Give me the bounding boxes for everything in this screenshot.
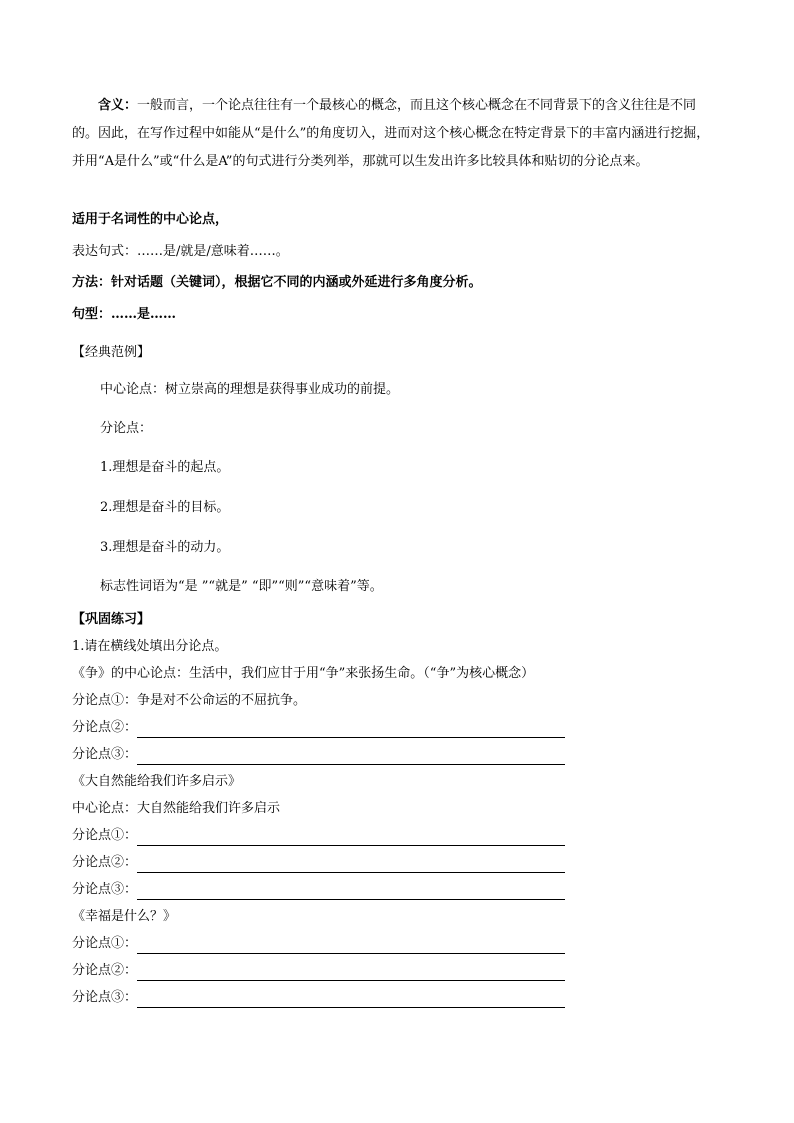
- exercise-3-point-1-label: 分论点①：: [72, 936, 138, 951]
- exercise-2-title: 《大自然能给我们许多启示》: [72, 774, 242, 789]
- exercise-3-point-3-label: 分论点③：: [72, 990, 138, 1005]
- exercise-2-point-3-blank[interactable]: [137, 885, 565, 900]
- exercise-3-point-1-blank[interactable]: [137, 939, 565, 954]
- classic-sub-label: 分论点：: [100, 421, 153, 436]
- exercise-2-point-2-label: 分论点②：: [72, 855, 138, 870]
- exercise-2-point-2-row: [72, 853, 565, 873]
- exercise-1-point-2-row: [72, 718, 565, 738]
- exercise-3-point-3-blank[interactable]: [137, 993, 565, 1008]
- classic-central-point: 中心论点：树立崇高的理想是获得事业成功的前提。: [100, 382, 400, 397]
- classic-markers: 标志性词语为“是 ”“就是” “即”“则”“意味着”等。: [100, 579, 383, 594]
- exercise-1-point-2-label: 分论点②：: [72, 720, 138, 735]
- classic-heading: 【经典范例】: [72, 345, 151, 360]
- exercise-1-point-3-label: 分论点③：: [72, 747, 138, 762]
- exercise-2-point-2-blank[interactable]: [137, 858, 565, 873]
- exercise-3-point-2-label: 分论点②：: [72, 963, 138, 978]
- intro-lead: 含义：: [98, 98, 138, 113]
- exercise-3-title: 《幸福是什么？》: [72, 909, 177, 924]
- classic-point-3: 3.理想是奋斗的动力。: [100, 540, 230, 555]
- exercise-3-point-1-row: [72, 934, 565, 954]
- classic-point-1: 1.理想是奋斗的起点。: [100, 460, 230, 475]
- exercise-1-point-1: 分论点①：争是对不公命运的不屈抗争。: [72, 693, 307, 708]
- exercise-3-point-2-blank[interactable]: [137, 966, 565, 981]
- exercise-3-point-2-row: [72, 961, 565, 981]
- practice-instruction: 1.请在横线处填出分论点。: [72, 639, 228, 654]
- classic-point-2: 2.理想是奋斗的目标。: [100, 500, 230, 515]
- exercise-2-point-1-row: [72, 826, 565, 846]
- intro-body: 一般而言，一个论点往往有一个最核心的概念，而且这个核心概念在不同背景下的含义往往是不同的。因此，在写作过程中如能从“是什么”的角度切入，进而对这个核心概念在特定背景下的丰富内涵进行挖掘，并用“A是什么”或“什么是A”的句式进行分类列举，那就可以生发出许多比较具体和贴切的分论点来。: [72, 98, 710, 169]
- exercise-1-point-3-blank[interactable]: [137, 750, 565, 765]
- sentence-type: 句型：……是……: [72, 307, 177, 322]
- exercise-3-point-3-row: [72, 988, 565, 1008]
- expression-pattern: 表达句式：……是/就是/意味着……。: [72, 244, 289, 259]
- exercise-2-point-1-blank[interactable]: [137, 831, 565, 846]
- exercise-1-title: 《争》的中心论点：生活中，我们应甘于用“争”来张扬生命。（“争”为核心概念）: [72, 666, 535, 681]
- exercise-1-point-2-blank[interactable]: [137, 723, 565, 738]
- exercise-2-central-point: 中心论点：大自然能给我们许多启示: [72, 801, 281, 816]
- intro-paragraph: [72, 92, 722, 176]
- exercise-2-point-3-row: [72, 880, 565, 900]
- exercise-2-point-3-label: 分论点③：: [72, 882, 138, 897]
- exercise-1-point-3-row: [72, 745, 565, 765]
- practice-heading: 【巩固练习】: [72, 612, 151, 627]
- method-note: 方法：针对话题（关键词），根据它不同的内涵或外延进行多角度分析。: [72, 275, 482, 290]
- exercise-2-point-1-label: 分论点①：: [72, 828, 138, 843]
- applies-note: 适用于名词性的中心论点，: [72, 212, 229, 227]
